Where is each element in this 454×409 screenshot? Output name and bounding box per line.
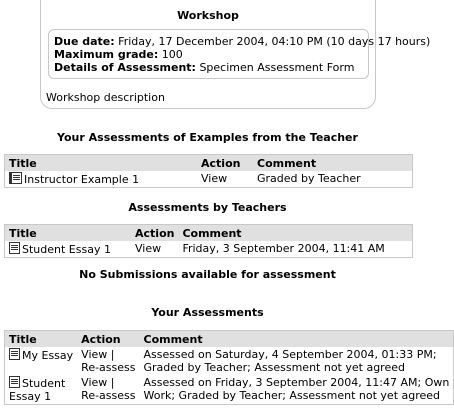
view-link[interactable]: View | (81, 348, 115, 361)
table-header (5, 331, 454, 348)
max-grade-line (54, 48, 183, 61)
view-link[interactable]: View (135, 242, 162, 255)
workshop-details (48, 29, 431, 79)
view-link[interactable]: View (201, 172, 228, 185)
comment-line: Work; Graded by Teacher; Assessment not yet agreed (143, 389, 441, 402)
row-title[interactable]: Student Essay 1 (22, 243, 111, 256)
row-actions (77, 347, 139, 375)
table-row (5, 375, 454, 405)
row-title-cell[interactable] (5, 241, 132, 258)
comment-line: Graded by Teacher; Assessment not yet agreed (143, 361, 405, 374)
column-header-comment: Comment (140, 331, 454, 348)
column-header-title: Title (5, 331, 78, 348)
table-row (5, 347, 454, 375)
due-date-line (54, 35, 430, 48)
your-assessments-table (4, 330, 454, 405)
table-header (5, 225, 413, 242)
row-title-cell[interactable] (5, 171, 198, 188)
examples-table (4, 154, 413, 188)
row-comment (140, 347, 454, 375)
re-assess-link[interactable]: Re-assess (81, 361, 136, 374)
row-comment (140, 375, 454, 405)
workshop-title: Workshop (177, 9, 239, 22)
document-icon (9, 376, 20, 388)
view-link[interactable]: View | (81, 376, 115, 389)
row-title[interactable]: My Essay (22, 349, 74, 362)
document-icon (9, 348, 20, 360)
comment-line: Assessed on Friday, 3 September 2004, 11:47 AM; Own (143, 376, 450, 389)
document-icon (9, 242, 20, 254)
details-value: Specimen Assessment Form (199, 61, 355, 74)
details-label: Details of Assessment: (54, 61, 196, 74)
row-title-continued[interactable]: Essay 1 (9, 390, 52, 403)
workshop-info-box (40, 0, 431, 109)
teachers-heading: Assessments by Teachers (128, 201, 287, 214)
teachers-table (4, 224, 413, 258)
workshop-description: Workshop description (46, 91, 165, 104)
comment-line: Assessed on Saturday, 4 September 2004, 01:33 PM; (143, 348, 437, 361)
column-header-action: Action (77, 331, 139, 348)
due-date-value: Friday, 17 December 2004, 04:10 PM (10 days 17 hours) (118, 35, 431, 48)
table-header (5, 155, 413, 172)
max-grade-label: Maximum grade: (54, 48, 159, 61)
row-title[interactable]: Instructor Example 1 (24, 173, 140, 186)
column-header-comment: Comment (253, 155, 413, 172)
examples-heading: Your Assessments of Examples from the Teacher (57, 131, 358, 144)
row-comment: Graded by Teacher (257, 172, 361, 185)
row-title-cell[interactable] (5, 347, 78, 375)
row-actions (77, 375, 139, 405)
row-comment: Friday, 3 September 2004, 11:41 AM (182, 242, 385, 255)
table-row (5, 171, 413, 188)
due-date-label: Due date: (54, 35, 115, 48)
row-title[interactable]: Student (22, 377, 66, 390)
max-grade-value: 100 (161, 48, 183, 61)
your-assessments-heading: Your Assessments (151, 306, 264, 319)
column-header-action: Action (131, 225, 178, 242)
column-header-action: Action (197, 155, 253, 172)
details-line (54, 61, 354, 74)
column-header-title: Title (5, 225, 132, 242)
re-assess-link[interactable]: Re-assess (81, 389, 136, 402)
row-title-cell[interactable] (5, 375, 78, 405)
column-header-comment: Comment (178, 225, 412, 242)
no-submissions-message: No Submissions available for assessment (79, 268, 336, 281)
table-row (5, 241, 413, 258)
document-icon (9, 172, 22, 184)
column-header-title: Title (5, 155, 198, 172)
